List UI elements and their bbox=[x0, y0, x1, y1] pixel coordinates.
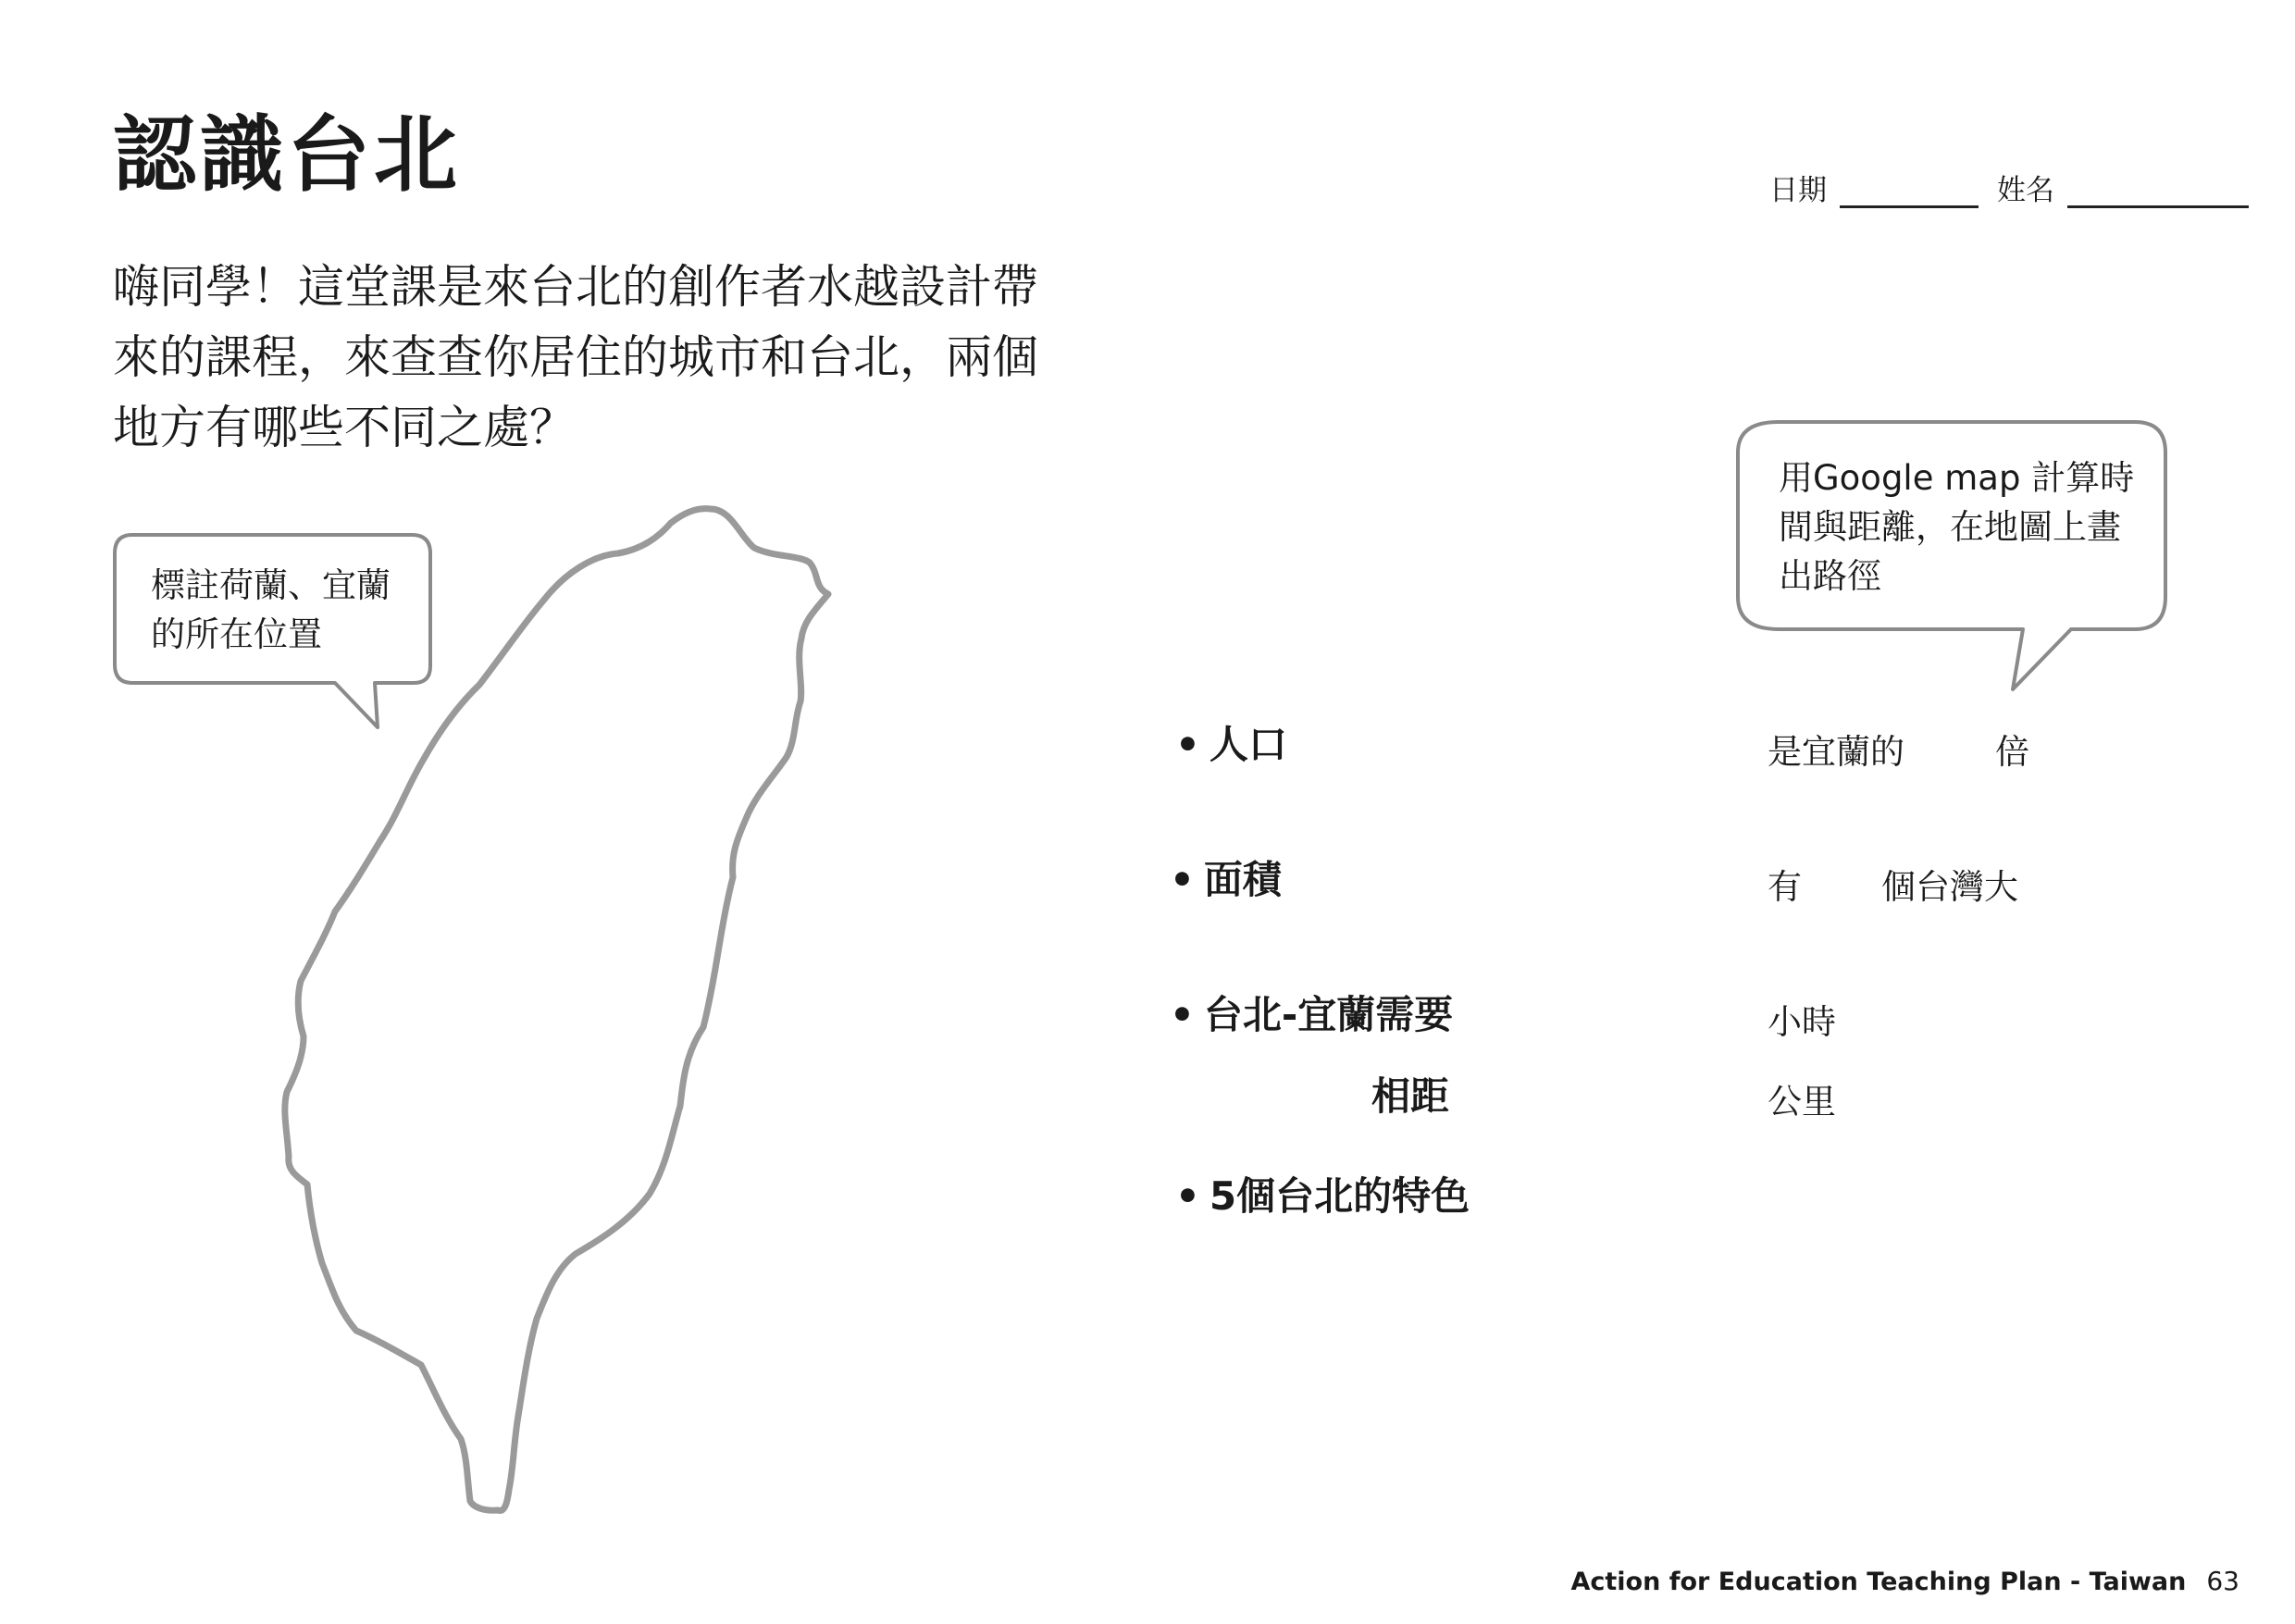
area-answer-after: 個台灣大 bbox=[1881, 867, 2018, 907]
area-label: 面積 bbox=[1203, 857, 1282, 902]
answer-distance: 公里 bbox=[1768, 1082, 1836, 1122]
area-answer-before: 有 bbox=[1768, 867, 1802, 907]
intro-line: 地方有哪些不同之處？ bbox=[113, 401, 576, 454]
intro-line: 來的課程，來查查你居住的城市和台北，兩個 bbox=[113, 330, 1038, 384]
right-bubble-text bbox=[1779, 453, 2134, 601]
date-label: 日期 bbox=[1769, 174, 1827, 207]
answer-population bbox=[1768, 724, 2029, 774]
question-distance: 相距 bbox=[1371, 1073, 1450, 1119]
question-features bbox=[1175, 1166, 1470, 1221]
answer-area bbox=[1768, 859, 2018, 909]
footer-text: Action for Education Teaching Plan - Taiwan bbox=[1570, 1568, 2187, 1596]
question-travel-time bbox=[1170, 985, 1453, 1040]
travel-label: 台北-宜蘭需要 bbox=[1203, 992, 1454, 1037]
bullet: • bbox=[1175, 722, 1200, 767]
page-footer bbox=[1570, 1566, 2239, 1596]
right-bubble-line: 出路徑 bbox=[1779, 556, 1881, 596]
population-answer-before: 是宜蘭的 bbox=[1768, 732, 1904, 772]
right-bubble-line: 間與距離，在地圖上畫 bbox=[1779, 507, 2121, 547]
features-label: 5個台北的特色 bbox=[1209, 1173, 1470, 1219]
right-bubble-line: 用Google map 計算時 bbox=[1779, 458, 2135, 498]
intro-line: 嗨同學！這堂課是來台北的創作者水越設計帶 bbox=[113, 260, 1038, 314]
question-population bbox=[1175, 714, 1287, 770]
page-title: 認識台北 bbox=[113, 106, 461, 204]
population-answer-after: 倍 bbox=[1995, 732, 2029, 772]
left-bubble-text bbox=[151, 561, 391, 659]
left-bubble-line: 標註荷蘭、宜蘭 bbox=[151, 565, 391, 605]
bullet: • bbox=[1175, 1173, 1200, 1219]
question-area bbox=[1170, 849, 1282, 905]
bullet: • bbox=[1170, 857, 1195, 902]
left-bubble-line: 的所在位置 bbox=[151, 614, 322, 654]
answer-travel-time: 小時 bbox=[1768, 1002, 1836, 1042]
page-number: 63 bbox=[2206, 1566, 2239, 1596]
bullet: • bbox=[1170, 992, 1195, 1037]
population-label: 人口 bbox=[1209, 722, 1287, 767]
name-label: 姓名 bbox=[1997, 174, 2054, 207]
